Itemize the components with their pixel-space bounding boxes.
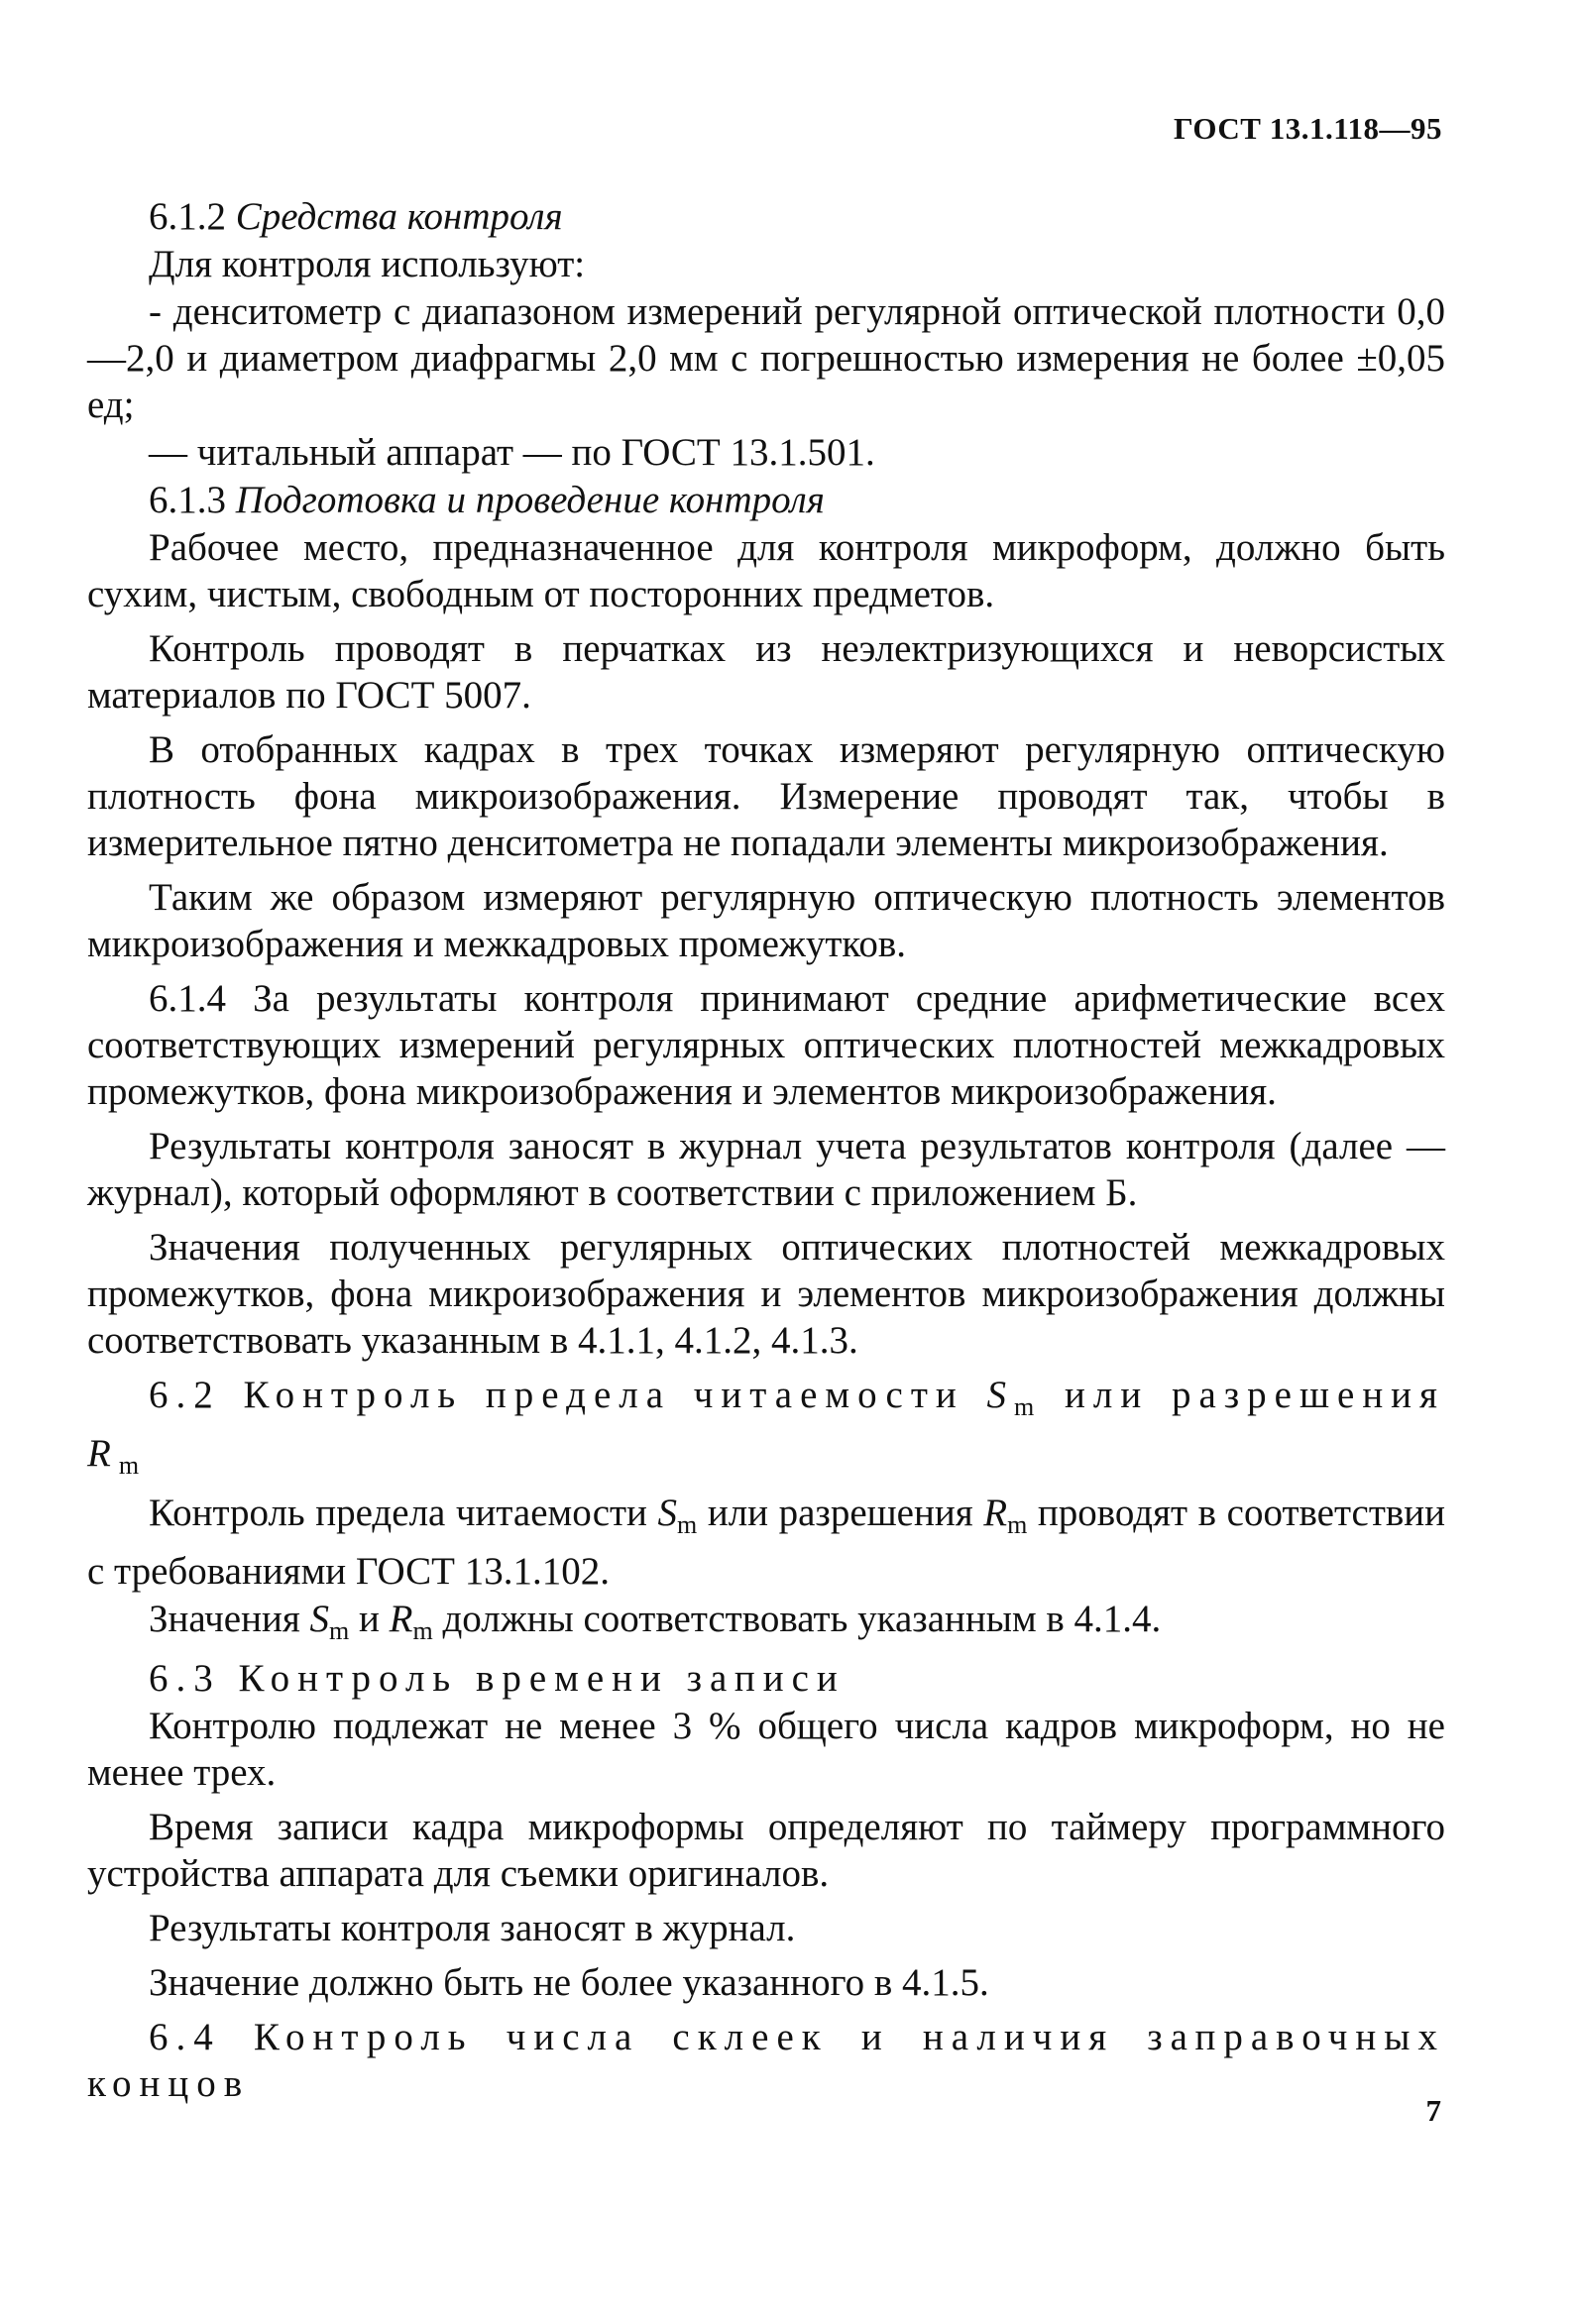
list-item: — читальный аппарат — по ГОСТ 13.1.501. xyxy=(149,431,875,474)
section-title: Подготовка и проведение контроля xyxy=(235,479,825,521)
paragraph: Время записи кадра микроформы определяют по таймеру программного устройства аппарата для съемки оригиналов. xyxy=(87,1806,1445,1895)
paragraph: Значения полученных регулярных оптических плотностей межкадровых промежутков, фона микроизображения и элементов микроизображения должны соответствовать указанным в 4.1.1, 4.1.2, 4.1.3. xyxy=(87,1226,1445,1362)
paragraph: В отобранных кадрах в трех точках измеряют регулярную оптическую плотность фона микроизображения. Измерение проводят так, чтобы в измерительное пятно денситометра не попадали элементы микроизображения. xyxy=(87,728,1445,864)
paragraph-6-1-4: 6.1.4 За результаты контроля принимают средние арифметические всех соответствующих измерений регулярных оптических плотностей межкадровых промежутков, фона микроизображения и элементов микроизображения. xyxy=(87,977,1445,1113)
page-number: 7 xyxy=(1425,2093,1441,2128)
symbol-r: R xyxy=(389,1598,413,1640)
paragraph: Результаты контроля заносят в журнал учета результатов контроля (далее — журнал), который оформляют в соответствии с приложением Б. xyxy=(87,1125,1445,1214)
section-6-3-heading: 6.3 Контроль времени записи xyxy=(149,1657,846,1700)
paragraph: Рабочее место, предназначенное для контроля микроформ, должно быть сухим, чистым, свободным от посторонних предметов. xyxy=(87,526,1445,615)
section-6-4-heading: 6.4 Контроль числа склеек и наличия заправочных концов xyxy=(87,2016,1445,2105)
document-body xyxy=(87,193,1445,2108)
paragraph: Результаты контроля заносят в журнал. xyxy=(149,1907,796,1949)
symbol-r: R xyxy=(983,1492,1008,1534)
paragraph: Таким же образом измеряют регулярную оптическую плотность элементов микроизображения и межкадровых промежутков. xyxy=(87,876,1445,965)
symbol-s: S xyxy=(986,1374,1015,1416)
paragraph: Значение должно быть не более указанного в 4.1.5. xyxy=(149,1961,989,2004)
list-item: - денситометр с диапазоном измерений регулярной оптической плотности 0,0—2,0 и диаметром диафрагмы 2,0 мм с погрешностью измерения не более ±0,05 ед; xyxy=(87,290,1445,426)
section-6-1-3-heading xyxy=(87,477,1445,523)
paragraph: Контролю подлежат не менее 3 % общего числа кадров микроформ, но не менее трех. xyxy=(87,1705,1445,1794)
symbol-r: R xyxy=(87,1432,119,1475)
section-6-1-2-heading xyxy=(87,193,1445,240)
paragraph: Контроль проводят в перчатках из неэлектризующихся и неворсистых материалов по ГОСТ 5007. xyxy=(87,627,1445,717)
section-number: 6.1.2 xyxy=(149,195,226,238)
symbol-s: S xyxy=(657,1492,678,1534)
paragraph: Для контроля используют: xyxy=(149,243,586,285)
paragraph: Значения $S_m$ и $R_m$ должны соответствовать указанным в 4.1.4. xyxy=(149,1598,1162,1645)
section-title: Средства контроля xyxy=(235,195,563,238)
paragraph: Контроль предела читаемости $S_m$ или разрешения $R_m$ проводят в соответствии с требованиями ГОСТ 13.1.102. xyxy=(87,1492,1446,1593)
symbol-s: S xyxy=(309,1598,330,1640)
section-6-2-heading: 6.2 Контроль предела читаемости $S_m$ или разрешения $R_m$ xyxy=(87,1374,1445,1480)
standard-header: ГОСТ 13.1.118—95 xyxy=(1173,111,1442,146)
section-number: 6.1.3 xyxy=(149,479,226,521)
